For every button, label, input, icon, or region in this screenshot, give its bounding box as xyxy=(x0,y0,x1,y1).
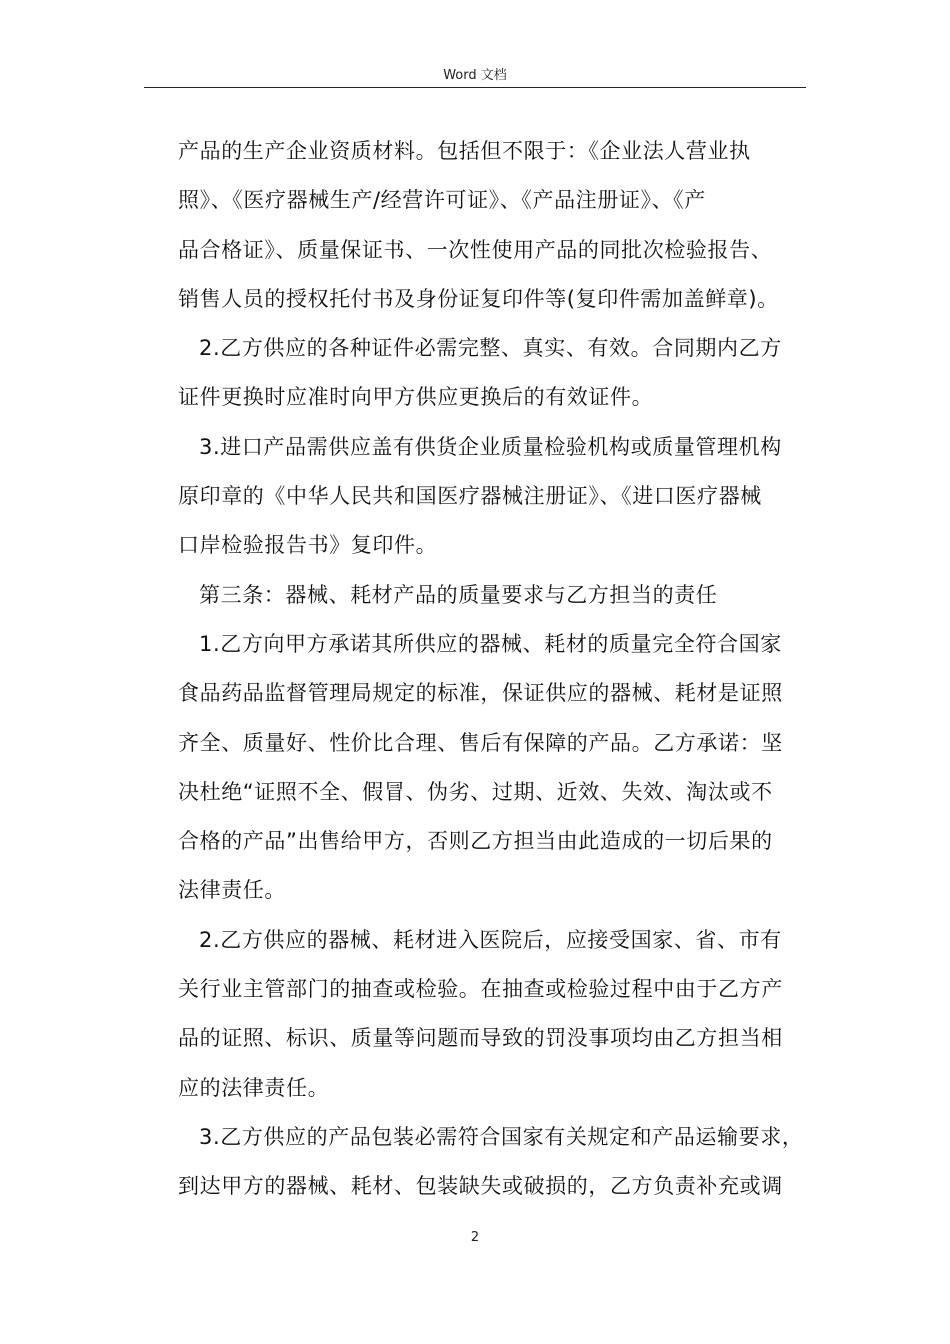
body-line: 品的证照、标识、质量等问题而导致的罚没事项均由乙方担当相 xyxy=(178,1026,783,1051)
body-line: 法律责任。 xyxy=(178,878,286,903)
section-heading: 第三条：器械、耗材产品的质量要求与乙方担当的责任 xyxy=(199,582,718,607)
body-line: 关行业主管部门的抽查或检验。在抽查或检验过程中由于乙方产 xyxy=(178,977,783,1002)
body-line: 销售人员的授权托付书及身份证复印件等(复印件需加盖鲜章)。 xyxy=(178,286,779,311)
body-line: 3.乙方供应的产品包装必需符合国家有关规定和产品运输要求， xyxy=(199,1124,804,1149)
body-line: 2.乙方供应的器械、耗材进入医院后，应接受国家、省、市有 xyxy=(199,927,782,952)
body-line: 合格的产品”出售给甲方，否则乙方担当由此造成的一切后果的 xyxy=(178,829,773,854)
body-line: 原印章的《中华人民共和国医疗器械注册证》、《进口医疗器械 xyxy=(178,484,762,509)
body-line: 食品药品监督管理局规定的标准，保证供应的器械、耗材是证照 xyxy=(178,681,783,706)
body-line: 决杜绝“证照不全、假冒、伪劣、过期、近效、失效、淘汰或不 xyxy=(178,779,773,804)
body-line: 齐全、质量好、性价比合理、售后有保障的产品。乙方承诺：坚 xyxy=(178,730,783,755)
body-line: 产品的生产企业资质材料。包括但不限于：《企业法人营业执 xyxy=(178,139,751,163)
body-line: 应的法律责任。 xyxy=(178,1075,330,1100)
body-line: 证件更换时应准时向甲方供应更换后的有效证件。 xyxy=(178,385,654,410)
body-line: 口岸检验报告书》复印件。 xyxy=(178,533,438,558)
body-line: 1.乙方向甲方承诺其所供应的器械、耗材的质量完全符合国家 xyxy=(199,631,782,656)
body-line: 品合格证》、质量保证书、一次性使用产品的同批次检验报告、 xyxy=(178,237,773,262)
body-line: 到达甲方的器械、耗材、包装缺失或破损的，乙方负责补充或调 xyxy=(178,1174,783,1199)
body-line: 2.乙方供应的各种证件必需完整、真实、有效。合同期内乙方 xyxy=(199,336,782,361)
body-line: 照》、《医疗器械生产/经营许可证》、《产品注册证》、《产 xyxy=(178,188,706,213)
header-title: Word 文档 xyxy=(443,68,507,83)
body-line: 3.进口产品需供应盖有供货企业质量检验机构或质量管理机构 xyxy=(199,434,782,459)
page-number: 2 xyxy=(470,1230,480,1245)
header-divider xyxy=(144,87,806,88)
document-body xyxy=(178,127,808,1212)
